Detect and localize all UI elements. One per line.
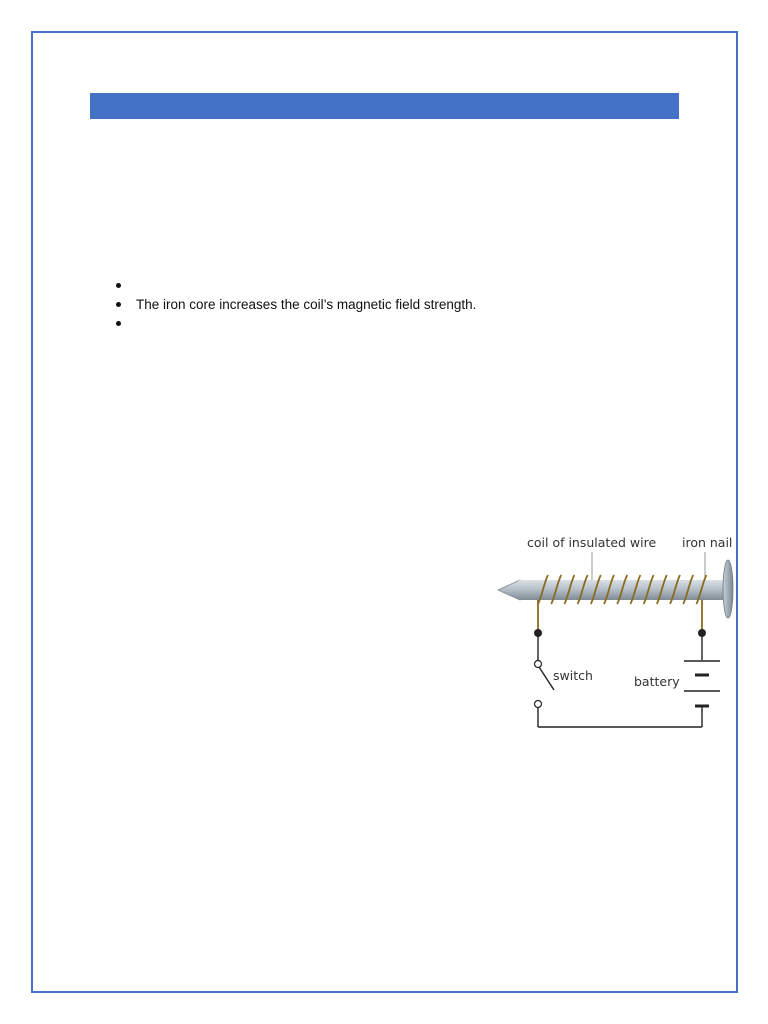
list-item — [112, 314, 476, 333]
bullet-dot — [116, 302, 121, 307]
switch-top-contact — [535, 661, 542, 668]
electromagnet-svg — [490, 528, 740, 738]
nail-label: iron nail — [682, 535, 733, 550]
bullet-dot — [116, 321, 121, 326]
list-item — [112, 276, 476, 295]
switch-bottom-contact — [535, 701, 542, 708]
list-item — [112, 295, 476, 314]
electromagnet-diagram — [490, 528, 740, 738]
list-item-text: The iron core increases the coil’s magnetic field strength. — [136, 297, 477, 312]
title-bar — [90, 93, 679, 119]
page-border — [31, 31, 738, 993]
bullet-dot — [116, 283, 121, 288]
coil-label: coil of insulated wire — [527, 535, 657, 550]
switch-lever — [539, 667, 554, 690]
nail-head — [723, 560, 733, 618]
battery-label: battery — [634, 674, 680, 689]
nail-point — [498, 580, 520, 600]
bullet-list — [112, 276, 476, 333]
switch-label: switch — [553, 668, 593, 683]
